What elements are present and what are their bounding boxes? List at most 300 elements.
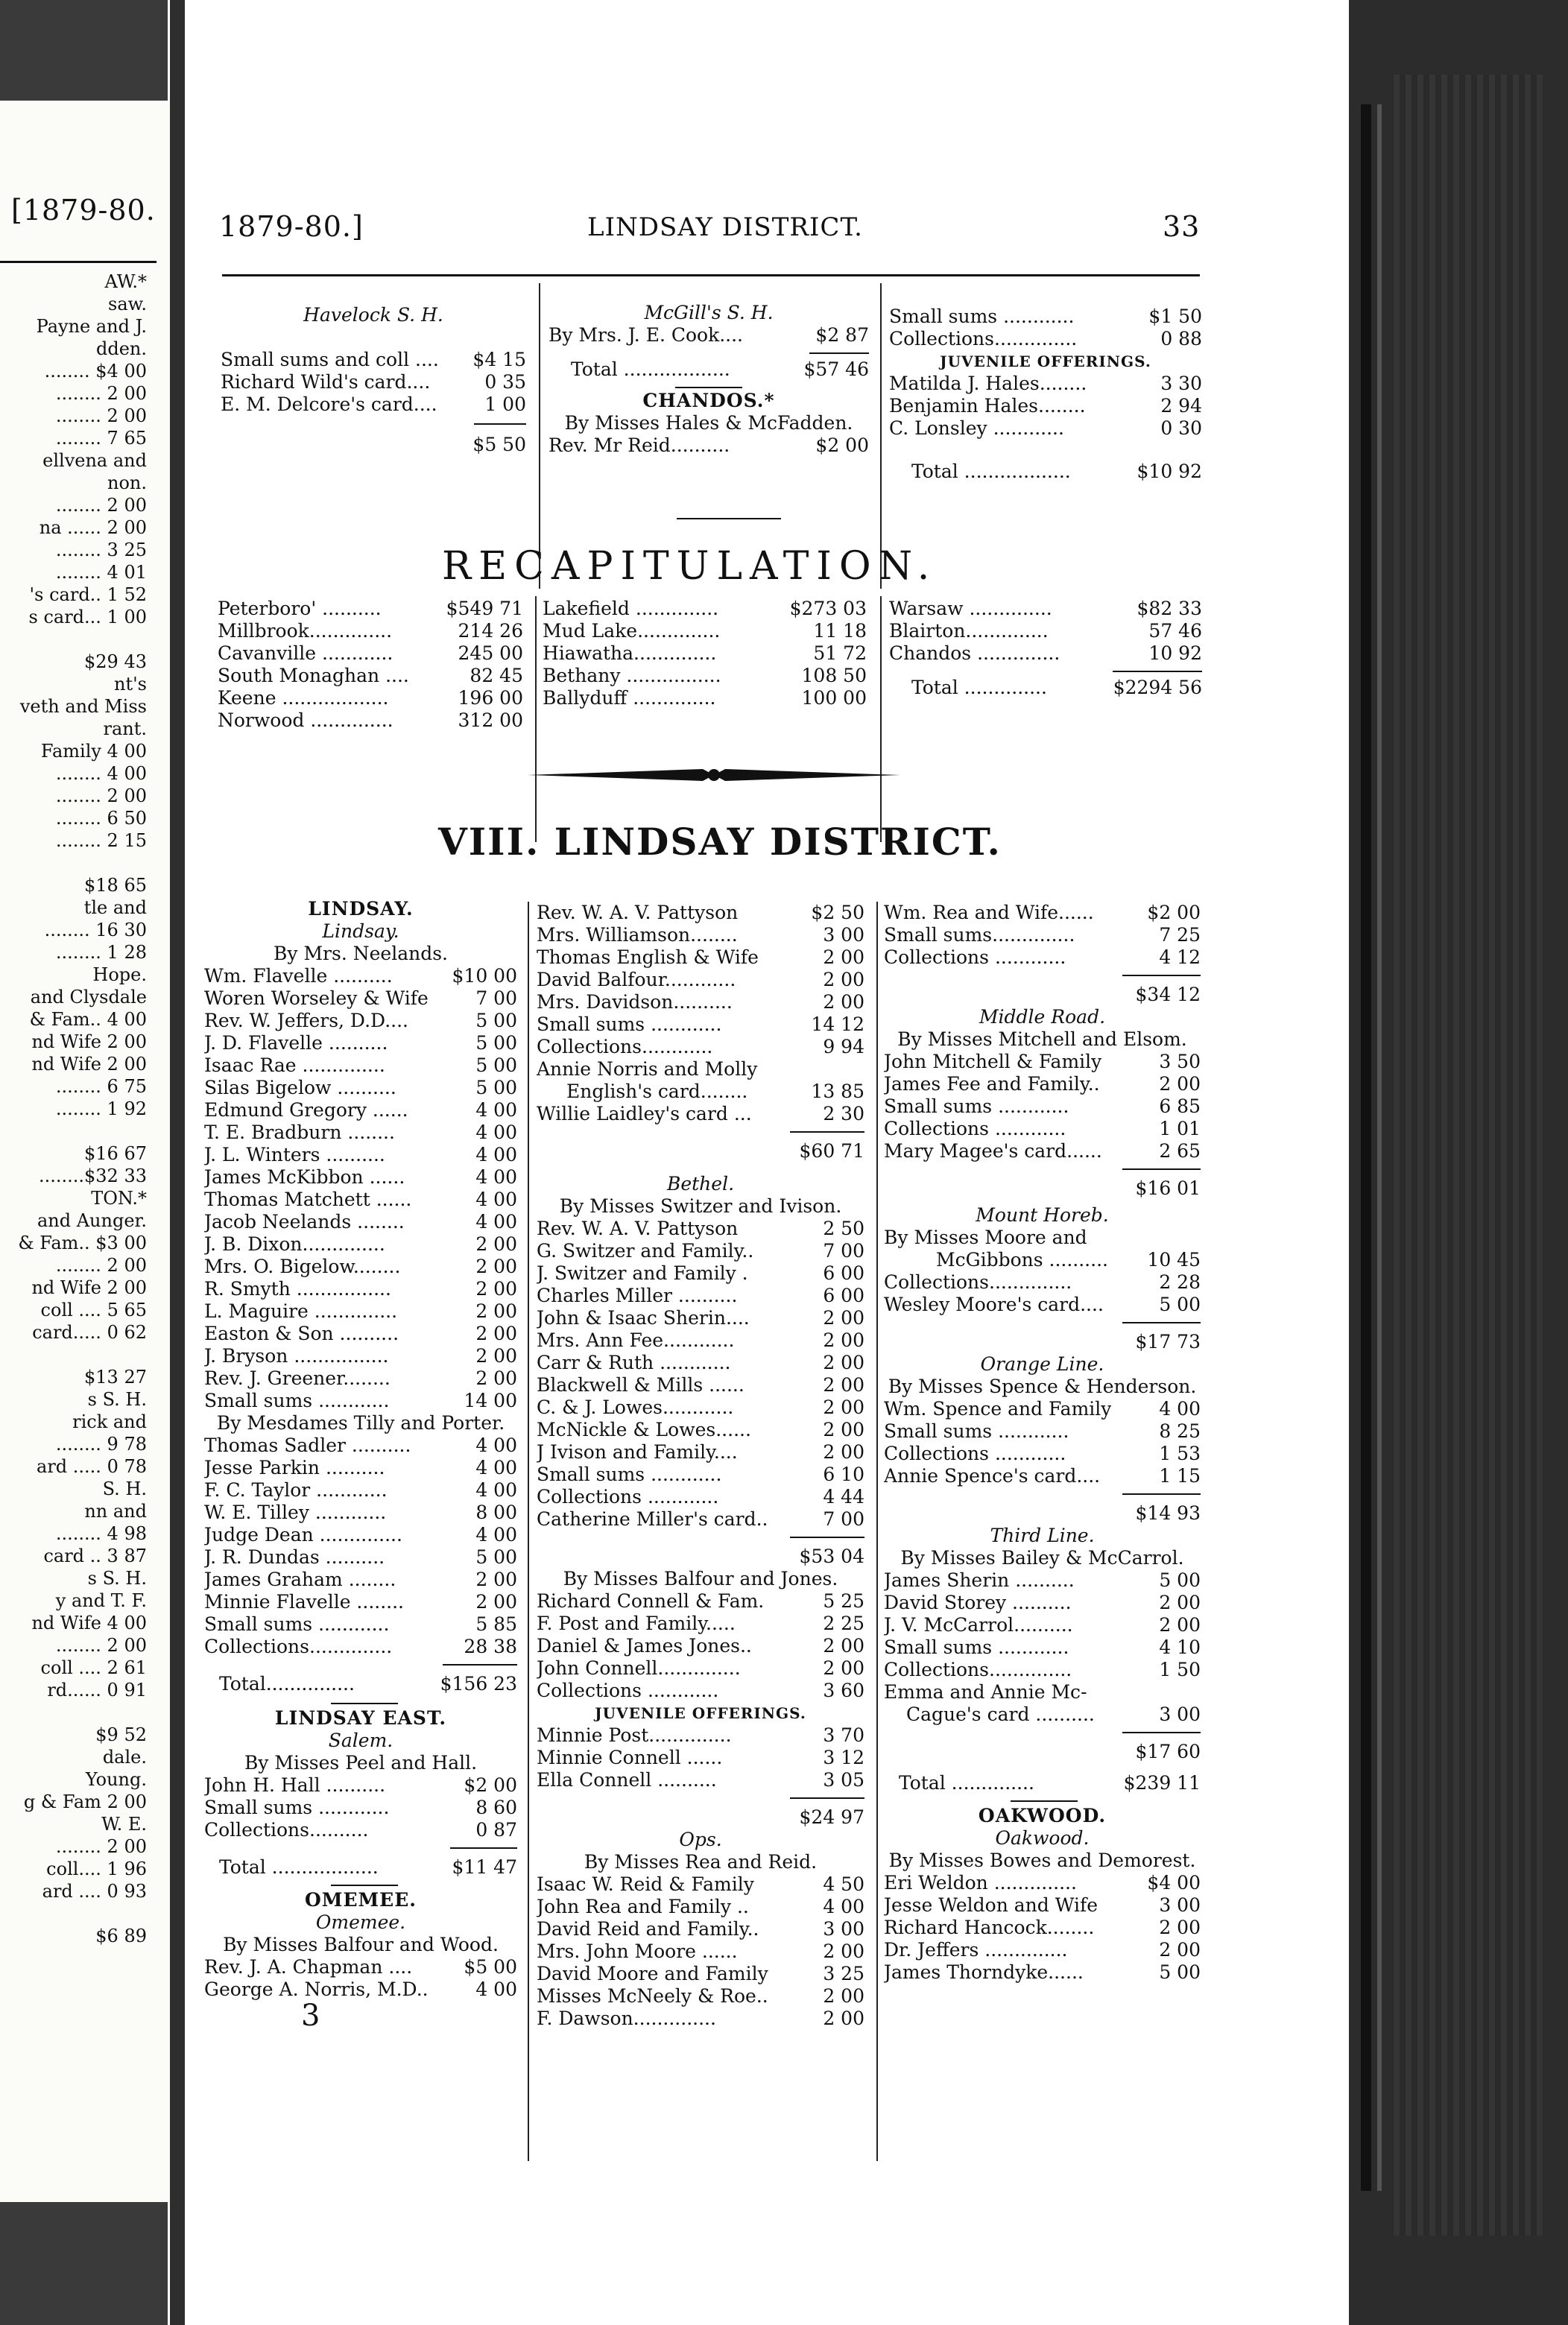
left-page-line: dden. [95,338,147,359]
main-col-2 [537,902,864,2030]
entry-amount: $2 50 [811,902,864,923]
left-page-line [0,1701,153,1724]
entry-amount: 7 00 [475,987,517,1009]
entry-row [543,642,867,665]
entry-amount: 4 00 [475,1211,517,1233]
east-total-rule [450,1847,517,1849]
left-page-line: ........ 3 25 [55,540,147,560]
havelock-total-rule [474,423,526,425]
entry-row [884,924,1201,946]
entry-amount: 2 00 [823,1329,864,1351]
entry-row [204,1323,517,1345]
lindsay-total-row: Total............... $156 23 [219,1673,517,1695]
entry-label: Mrs. John Moore ...... [537,1940,738,1962]
entry-label: Collections............ [537,1036,713,1057]
entry-row [884,1095,1201,1118]
left-page-line [0,1344,153,1366]
omemee-rule [331,1885,398,1886]
entry-row [884,1659,1201,1681]
entry-amount: 0 87 [475,1819,517,1841]
oakwood-heading: OAKWOOD. [978,1805,1107,1826]
entry-amount: 2 00 [475,1233,517,1255]
left-page-line: Hope. [92,964,147,985]
left-page-line: $9 52 [95,1724,147,1745]
entry-amount: 10 92 [1148,642,1202,664]
entry-amount: 8 25 [1159,1420,1201,1442]
entry-row [884,1140,1201,1162]
entry-amount: 4 00 [1159,1398,1201,1420]
orange-line-rows [884,1398,1201,1487]
entry-row [204,1122,517,1144]
entry-label: W. E. Tilley ............ [204,1502,387,1523]
left-page-line: AW.* [104,271,147,292]
entry-label: Silas Bigelow .......... [204,1077,396,1098]
left-page-line: ........ 2 00 [55,495,147,516]
left-page-year: [1879-80. [11,194,156,227]
lindsay-east-heading: LINDSAY EAST. [274,1707,447,1729]
entry-amount: 2 00 [823,1352,864,1373]
ops-by: By Misses Rea and Reid. [584,1851,818,1873]
chandos-reid-row: Rev. Mr Reid.......... $2 00 [549,434,869,456]
entry-label: Blackwell & Mills ...... [537,1374,745,1396]
oakwood-rows [884,1872,1201,1984]
entry-amount: 5 00 [1159,1961,1201,1983]
entry-amount: 2 00 [475,1278,517,1300]
bethel-heading: Bethel. [666,1173,735,1195]
entry-row [889,395,1202,417]
entry-amount: 5 85 [475,1613,517,1635]
entry-label: Mrs. O. Bigelow........ [204,1256,401,1277]
entry-amount: 2 00 [823,1985,864,2007]
entry-row [204,1010,517,1032]
c3-subtotal-4: $14 93 [1135,1502,1201,1524]
left-page-line: coll .... 5 65 [40,1300,147,1320]
left-page-line: veth and Miss [19,696,147,717]
entry-amount: 2 50 [823,1218,864,1239]
entry-row [204,1978,517,2001]
entry-row [204,1774,517,1797]
entry-amount: 2 00 [823,1657,864,1679]
horeb-by1: By Misses Moore and [884,1227,1087,1248]
left-page-line: & Fam.. 4 00 [29,1009,147,1030]
entry-label: Collections.............. [204,1636,393,1657]
entry-amount: 2 00 [823,1396,864,1418]
recap-col-1 [218,598,523,732]
left-page-line: nn and [84,1501,147,1522]
entry-label: Collections ............ [884,1118,1066,1139]
entry-amount: 3 30 [1160,373,1202,394]
entry-label: Thomas English & Wife [537,946,759,968]
entry-amount: 11 18 [813,620,867,642]
entry-amount: 8 60 [475,1797,517,1818]
left-page-line: card .. 3 87 [43,1546,147,1566]
entry-row [537,1036,864,1058]
left-page-line: Family 4 00 [40,741,147,762]
lindsay-sub: Lindsay. [322,920,399,942]
lindsay-by: By Mrs. Neelands. [274,943,448,964]
entry-amount: 4 44 [823,1486,864,1508]
recap-divider-2 [880,596,882,842]
entry-label: Catherine Miller's card.. [537,1508,768,1530]
entry-label: R. Smyth ................ [204,1278,391,1300]
entry-amount: 2 00 [1159,1614,1201,1636]
left-page-line: rant. [103,718,147,739]
entry-row [543,687,867,709]
left-page-line: tle and [83,897,147,918]
c2-sub3-rule [790,1797,864,1799]
left-page-line: non. [107,472,147,493]
entry-label: Hiawatha.............. [543,642,717,664]
omemee-sub: Omemee. [315,1911,406,1933]
entry-row [884,1398,1201,1420]
entry-label: Collections.............. [884,1271,1072,1293]
entry-amount: 4 00 [475,1978,517,2000]
left-page-line: $29 43 [84,651,147,672]
entry-label: McNickle & Lowes...... [537,1419,751,1440]
left-page-line: nd Wife 2 00 [31,1054,147,1075]
left-page-line: ........ 2 00 [55,1255,147,1276]
entry-label: Jesse Weldon and Wife [884,1894,1098,1916]
footer-signature: 3 [301,1999,320,2033]
c2-by3: By Misses Balfour and Jones. [563,1568,838,1589]
entry-label: Small sums ............ [204,1390,390,1411]
entry-row [204,1569,517,1591]
entry-amount: 1 15 [1159,1465,1201,1487]
entry-row [537,1940,864,1963]
entry-amount: 108 50 [801,665,867,686]
entry-row [537,924,864,946]
juvenile-heading: JUVENILE OFFERINGS. [595,1704,806,1722]
entry-row [204,1166,517,1189]
entry-amount: 14 00 [464,1390,517,1411]
entry-row [884,1592,1201,1614]
entry-row [204,1189,517,1211]
entry-amount: 2 00 [823,1419,864,1440]
main-col-3 [884,902,1201,1984]
c3-sub3-rule [1122,1322,1201,1323]
top-col3-total-row: Total .................. $10 92 [911,461,1202,482]
entry-label: Small sums ............ [889,306,1075,327]
entry-label: Jacob Neelands ........ [204,1211,405,1233]
entry-row [204,1797,517,1819]
entry-row [204,1345,517,1367]
lindsay-heading: LINDSAY. [308,898,414,920]
entry-amount: 5 00 [1159,1294,1201,1315]
c2-subtotal-3: $24 97 [799,1806,864,1828]
entry-amount: 5 00 [475,1077,517,1098]
entry-amount: 2 00 [823,1635,864,1657]
top-col3-juvenile-rows [889,373,1202,440]
entry-label: Chandos .............. [889,642,1060,664]
middle-road-by: By Misses Mitchell and Elsom. [897,1028,1187,1050]
entry-label: James Sherin .......... [884,1569,1075,1591]
c3-sub2-rule [1122,1168,1201,1170]
emma-row: Cague's card .......... 3 00 [906,1704,1201,1725]
entry-row [537,1985,864,2008]
entry-amount: 2 00 [1159,1917,1201,1938]
mount-horeb-rows [884,1271,1201,1316]
entry-label: Small sums ............ [884,1636,1069,1658]
entry-label: James Graham ........ [204,1569,396,1590]
section-title: VIII. LINDSAY DISTRICT. [438,820,1002,864]
entry-row [884,1051,1201,1073]
c3-subtotal-1: $34 12 [1135,984,1201,1005]
entry-row [204,1256,517,1278]
entry-row [204,965,517,987]
entry-label: J. Switzer and Family . [537,1262,748,1284]
entry-row [884,1614,1201,1636]
ops-rows [537,1873,864,2030]
entry-row [889,373,1202,395]
entry-label: Wm. Spence and Family [884,1398,1112,1420]
entry-amount: $273 03 [789,598,867,619]
left-page-line: coll.... 1 96 [46,1859,147,1879]
entry-label: Collections ............ [884,946,1066,968]
entry-row [889,598,1202,620]
entry-row [543,598,867,620]
entry-label: James Fee and Family.. [884,1073,1100,1095]
entry-row [204,1367,517,1390]
entry-amount: $10 00 [452,965,517,987]
entry-label: Judge Dean .............. [204,1524,402,1546]
entry-label: Mrs. Ann Fee............ [537,1329,735,1351]
left-page-line: ........ 4 01 [55,562,147,583]
entry-amount: 2 00 [823,991,864,1013]
entry-label: Minnie Flavelle ........ [204,1591,405,1613]
entry-row [884,1636,1201,1659]
entry-label: Lakefield .............. [543,598,719,619]
entry-row [884,1420,1201,1443]
left-page-rule [0,261,157,263]
left-page-line: nd Wife 4 00 [31,1613,147,1633]
entry-row [537,1508,864,1531]
entry-label: Collections.......... [204,1819,369,1841]
entry-label: Wesley Moore's card.... [884,1294,1104,1315]
entry-row [204,1300,517,1323]
scan-edge-texture [1394,75,1543,2236]
entry-row [204,1636,517,1658]
entry-amount: 14 12 [811,1013,864,1035]
left-page-line: rd...... 0 91 [47,1680,147,1701]
havelock-heading: Havelock S. H. [303,304,443,326]
entry-amount: $549 71 [446,598,523,619]
entry-row [537,1486,864,1508]
entry-amount: 2 00 [475,1323,517,1344]
book-gutter [170,0,185,2325]
entry-row [537,946,864,969]
entry-label: Small sums ............ [537,1464,722,1485]
entry-row [221,393,526,416]
entry-label: South Monaghan .... [218,665,409,686]
c3-subtotal-2: $16 01 [1135,1177,1201,1199]
entry-row [204,1457,517,1479]
c2-subtotal-1: $60 71 [799,1140,864,1162]
entry-row [218,709,523,732]
entry-row [537,1218,864,1240]
juvenile-rows [537,1724,864,1791]
entry-label: David Reid and Family.. [537,1918,759,1940]
entry-row [218,620,523,642]
lindsay-total-rule [443,1664,517,1666]
entry-label: Richard Wild's card.... [221,371,431,393]
entry-label: Eri Weldon .............. [884,1872,1077,1894]
entry-amount: 3 70 [823,1724,864,1746]
entry-amount: 312 00 [458,709,523,731]
left-page-line: ........ 1 28 [55,942,147,963]
entry-row [204,1144,517,1166]
entry-amount: 51 72 [813,642,867,664]
lindsay-east-rows [204,1774,517,1841]
entry-row [221,349,526,371]
main-divider-1 [528,902,529,2161]
entry-amount: 4 00 [475,1189,517,1210]
entry-row [884,1465,1201,1487]
entry-label: Carr & Ruth ............ [537,1352,731,1373]
entry-row [884,902,1201,924]
entry-label: John & Isaac Sherin.... [537,1307,750,1329]
entry-row [204,1479,517,1502]
entry-amount: 2 00 [475,1300,517,1322]
left-page-line: ........ 2 00 [55,1635,147,1656]
entry-row [204,1591,517,1613]
entry-row [537,1747,864,1769]
entry-label: Blairton.............. [889,620,1049,642]
left-page-line: 's card.. 1 52 [29,584,147,605]
entry-label: Mud Lake.............. [543,620,721,642]
entry-label: Small sums ............ [537,1013,722,1035]
entry-label: Woren Worseley & Wife [204,987,429,1009]
left-page-line: and Clysdale [30,987,147,1008]
entry-amount: 2 00 [475,1591,517,1613]
entry-row [537,2008,864,2030]
entry-row [884,1917,1201,1939]
left-page-line: ........ 2 00 [55,1836,147,1857]
entry-row [204,1524,517,1546]
entry-amount: 0 30 [1160,417,1202,439]
left-page-line: S. H. [102,1478,147,1499]
emma-line1: Emma and Annie Mc- [884,1681,1087,1703]
entry-label: Matilda J. Hales........ [889,373,1087,394]
entry-row [537,1963,864,1985]
entry-amount: 4 00 [475,1457,517,1478]
entry-row [537,1680,864,1702]
omemee-rows [204,1956,517,2001]
lindsay-rows [204,965,517,1412]
entry-row [537,1240,864,1262]
entry-amount: 6 10 [823,1464,864,1485]
entry-amount: 4 00 [823,1896,864,1917]
third-line-heading: Third Line. [990,1525,1095,1546]
entry-row [221,371,526,393]
left-page-line: ........ 9 78 [55,1434,147,1455]
left-page-line: rick and [72,1411,147,1432]
entry-row [537,1307,864,1329]
entry-row [537,991,864,1013]
left-page-line: nd Wife 2 00 [31,1277,147,1298]
left-page-line: dale. [102,1747,147,1768]
entry-row [537,1419,864,1441]
lindsay-rows2 [204,1434,517,1658]
entry-amount: $1 50 [1148,306,1202,327]
left-page-line: ........ 2 00 [55,785,147,806]
oakwood-sub: Oakwood. [995,1827,1090,1849]
entry-label: Collections ............ [884,1443,1066,1464]
entry-amount: 1 01 [1159,1118,1201,1139]
entry-row [537,1873,864,1896]
entry-row [889,306,1202,328]
entry-amount: 0 88 [1160,328,1202,349]
entry-amount: 2 00 [823,1307,864,1329]
entry-amount: 7 00 [823,1508,864,1530]
entry-amount: 7 00 [823,1240,864,1262]
left-page-line: nt's [113,674,147,695]
entry-row [543,620,867,642]
entry-row [537,1464,864,1486]
entry-row [204,1502,517,1524]
entry-amount: 2 00 [1159,1592,1201,1613]
entry-row [204,1211,517,1233]
c3-subtotal-5: $17 60 [1135,1741,1201,1762]
recap-top-rule [677,518,781,519]
entry-label: Minnie Connell ...... [537,1747,723,1768]
entry-row [889,417,1202,440]
main-col-1 [204,898,517,2031]
left-page-fragment [0,101,170,2202]
entry-amount: 2 28 [1159,1271,1201,1293]
entry-amount: 57 46 [1148,620,1202,642]
entry-amount: $4 15 [472,349,526,370]
entry-amount: 2 00 [823,1441,864,1463]
lindsay-by2: By Mesdames Tilly and Porter. [216,1412,505,1434]
left-page-line: ........ 2 00 [55,405,147,426]
entry-row [543,665,867,687]
entry-label: Collections ............ [537,1486,719,1508]
entry-row [537,1396,864,1419]
entry-label: Peterboro' .......... [218,598,382,619]
left-page-line: ........ 2 15 [55,830,147,851]
ornament-divider [528,760,900,790]
entry-row [204,1099,517,1122]
entry-row [204,1233,517,1256]
entry-amount: 28 38 [464,1636,517,1657]
entry-label: E. M. Delcore's card.... [221,393,437,415]
entry-label: J. D. Flavelle .......... [204,1032,388,1054]
entry-label: David Balfour............ [537,969,736,990]
left-page-line [0,628,153,651]
entry-amount: 3 05 [823,1769,864,1791]
entry-row [537,1769,864,1791]
entry-amount: 1 53 [1159,1443,1201,1464]
entry-row [204,1278,517,1300]
entry-row [884,1271,1201,1294]
entry-label: Cavanville ............ [218,642,393,664]
left-page-line: s card... 1 00 [28,607,147,627]
entry-label: Thomas Sadler .......... [204,1434,411,1456]
entry-amount: 5 00 [475,1032,517,1054]
willie-row: Willie Laidley's card ... 2 30 [537,1103,864,1124]
entry-amount: 5 00 [1159,1569,1201,1591]
entry-amount: 2 25 [823,1613,864,1634]
entry-amount: 5 00 [475,1054,517,1076]
entry-label: Mary Magee's card...... [884,1140,1102,1162]
annie-row: English's card........ 13 85 [566,1081,864,1102]
entry-label: Annie Spence's card.... [884,1465,1101,1487]
entry-row [537,1329,864,1352]
entry-amount: 3 60 [823,1680,864,1701]
entry-amount: 2 94 [1160,395,1202,417]
left-page-line: ........$32 33 [38,1165,147,1186]
mount-horeb-heading: Mount Horeb. [976,1204,1109,1226]
